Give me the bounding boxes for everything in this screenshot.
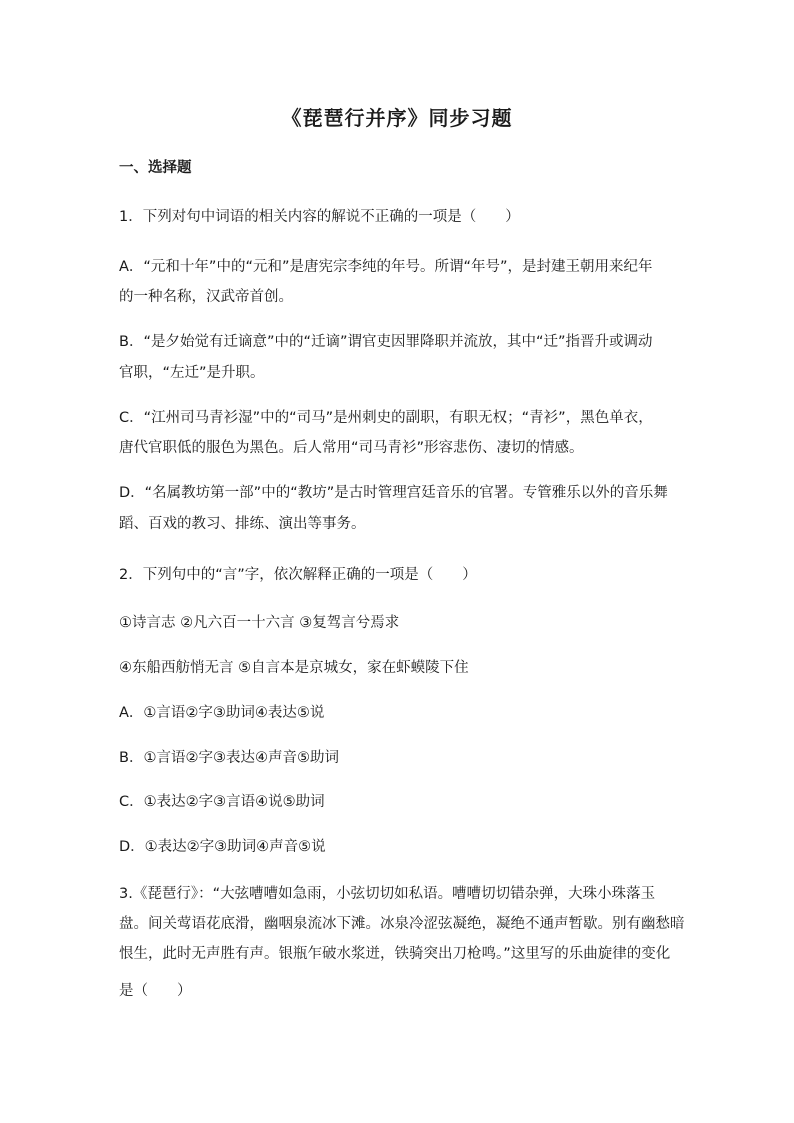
question-1-option-d-cont: 蹈、百戏的教习、排练、演出等事务。 bbox=[119, 516, 366, 532]
question-2-sentences-1: ①诗言志 ②凡六百一十六言 ③复驾言兮焉求 bbox=[119, 615, 400, 631]
question-3-line-2: 盘。间关莺语花底滑，幽咽泉流冰下滩。冰泉冷涩弦凝绝，凝绝不通声暂歇。别有幽愁暗 bbox=[119, 916, 685, 932]
section-heading: 一、选择题 bbox=[119, 160, 192, 176]
question-2-option-c: C．①表达②字③言语④说⑤助词 bbox=[119, 794, 325, 810]
question-2-stem: 2．下列句中的“言”字，依次解释正确的一项是（ ） bbox=[119, 567, 477, 583]
page-title: 《琵琶行并序》同步习题 bbox=[281, 106, 513, 130]
question-1-option-b: B．“是夕始觉有迁谪意”中的“迁谪”谓官吏因罪降职并流放，其中“迁”指晋升或调动 bbox=[119, 334, 653, 350]
question-3-line-3: 恨生，此时无声胜有声。银瓶乍破水浆迸，铁骑突出刀枪鸣。”这里写的乐曲旋律的变化 bbox=[119, 946, 671, 962]
question-1-option-c: C．“江州司马青衫湿”中的“司马”是州刺史的副职，有职无权；“青衫”，黑色单衣， bbox=[119, 410, 653, 426]
question-3-line-1: 3.《琵琶行》：“大弦嘈嘈如急雨，小弦切切如私语。嘈嘈切切错杂弹，大珠小珠落玉 bbox=[119, 886, 656, 902]
question-2-option-b: B．①言语②字③表达④声音⑤助词 bbox=[119, 750, 339, 766]
question-1-option-d: D．“名属教坊第一部”中的“教坊”是古时管理宫廷音乐的官署。专管雅乐以外的音乐舞 bbox=[119, 485, 668, 501]
question-2-option-d: D．①表达②字③助词④声音⑤说 bbox=[119, 839, 326, 855]
question-1-stem: 1．下列对句中词语的相关内容的解说不正确的一项是（ ） bbox=[119, 209, 520, 225]
question-1-option-b-cont: 官职，“左迁”是升职。 bbox=[119, 365, 265, 381]
question-1-option-a-cont: 的一种名称，汉武帝首创。 bbox=[119, 289, 293, 305]
question-2-sentences-2: ④东船西舫悄无言 ⑤自言本是京城女，家在虾蟆陵下住 bbox=[119, 660, 469, 676]
question-2-option-a: A．①言语②字③助词④表达⑤说 bbox=[119, 705, 325, 721]
question-3-line-4: 是（ ） bbox=[119, 983, 192, 999]
question-1-option-a: A．“元和十年”中的“元和”是唐宪宗李纯的年号。所谓“年号”，是封建王朝用来纪年 bbox=[119, 259, 653, 275]
question-1-option-c-cont: 唐代官职低的服色为黑色。后人常用“司马青衫”形容悲伤、凄切的情感。 bbox=[119, 440, 584, 456]
